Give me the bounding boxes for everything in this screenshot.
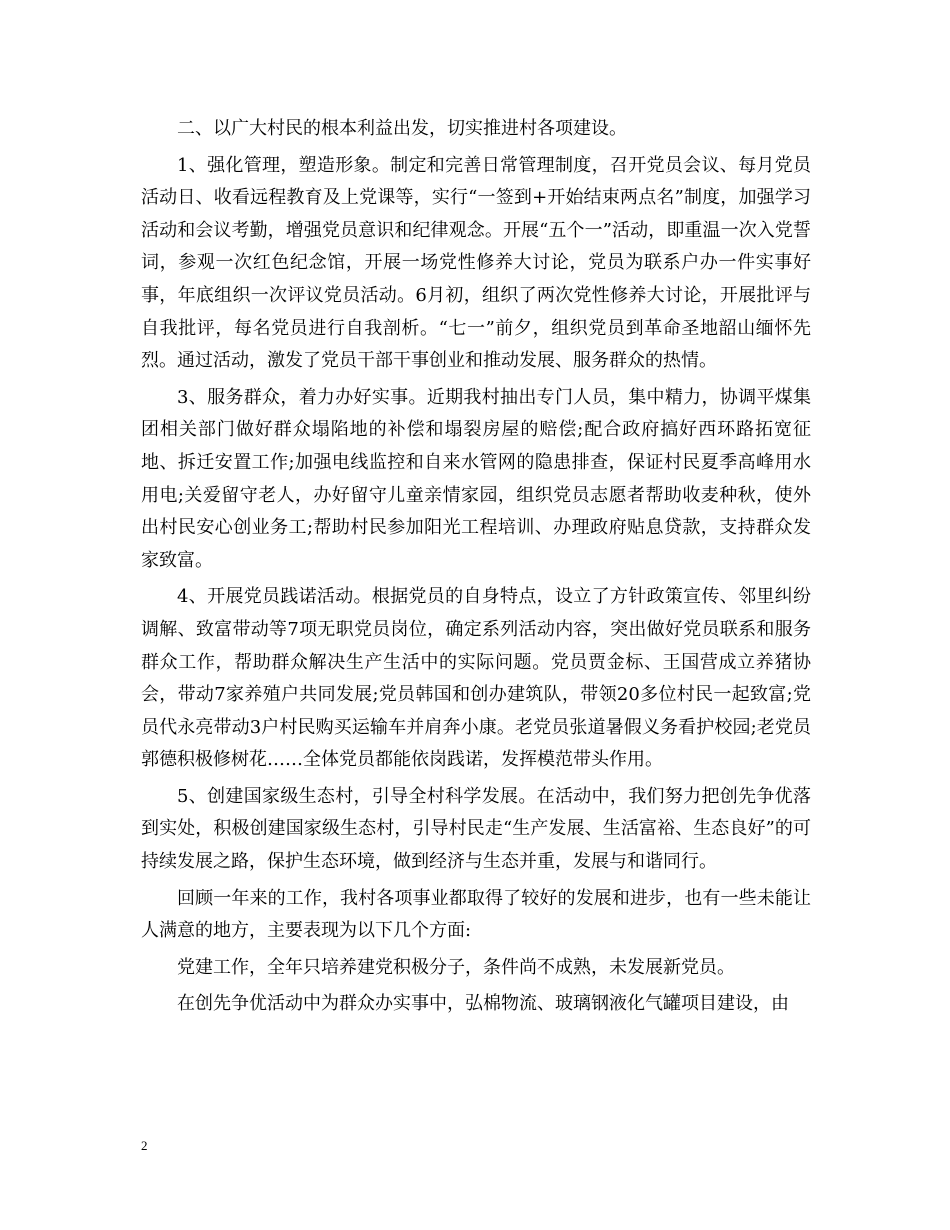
paragraph-party-building: 党建工作，全年只培养建党积极分子，条件尚不成熟，未发展新党员。 — [177, 956, 735, 978]
document-body — [141, 113, 811, 1025]
paragraph-item-1: 1、强化管理，塑造形象。制定和完善日常管理制度，召开党员会议、每月党员活动日、收看远程教育及上党课等，实行“一签到+开始结束两点名”制度，加强学习活动和会议考勤，增强党员意识和纪律观念。开展“五个一”活动，即重温一次入党誓词，参观一次红色纪念馆，开展一场党性修养大讨论，党员为联系户办一件实事好事，年底组织一次评议党员活动。6月初，组织了两次党性修养大讨论，开展批评与自我批评，每名党员进行自我剖析。“七一”前夕，组织党员到革命圣地韶山缅怀先烈。通过活动，激发了党员干部干事创业和推动发展、服务群众的热情。 — [141, 154, 811, 372]
paragraph-item-4: 4、开展党员践诺活动。根据党员的自身特点，设立了方针政策宣传、邻里纠纷调解、致富带动等7项无职党员岗位，确定系列活动内容，突出做好党员联系和服务群众工作，帮助群众解决生产生活中的实际问题。党员贾金标、王国营成立养猪协会，带动7家养殖户共同发展;党员韩国和创办建筑队，带领20多位村民一起致富;党员代永亮带动3户村民购买运输车并肩奔小康。老党员张道暑假义务看护校园;老党员郭德积极修树花……全体党员都能依岗践诺，发挥模范带头作用。 — [141, 586, 811, 771]
paragraph-projects: 在创先争优活动中为群众办实事中，弘棉物流、玻璃钢液化气罐项目建设，由 — [177, 993, 789, 1015]
paragraph-item-3: 3、服务群众，着力办好实事。近期我村抽出专门人员，集中精力，协调平煤集团相关部门做好群众塌陷地的补偿和塌裂房屋的赔偿;配合政府搞好西环路拓宽征地、拆迁安置工作;加强电线监控和自来水管网的隐患排查，保证村民夏季高峰用水用电;关爱留守老人，办好留守儿童亲情家园，组织党员志愿者帮助收麦种秋，使外出村民安心创业务工;帮助村民参加阳光工程培训、办理政府贴息贷款，支持群众发家致富。 — [141, 386, 811, 571]
paragraph-section-heading: 二、以广大村民的根本利益出发，切实推进村各项建设。 — [177, 118, 627, 139]
paragraph-review: 回顾一年来的工作，我村各项事业都取得了较好的发展和进步，也有一些未能让人满意的地方，主要表现为以下几个方面: — [141, 887, 811, 942]
paragraph-item-5: 5、创建国家级生态村，引导全村科学发展。在活动中，我们努力把创先争优落到实处，积极创建国家级生态村，引导村民走“生产发展、生活富裕、生态良好”的可持续发展之路，保护生态环境，做到经济与生态并重，发展与和谐同行。 — [141, 785, 811, 873]
page-number: 2 — [141, 1138, 148, 1153]
